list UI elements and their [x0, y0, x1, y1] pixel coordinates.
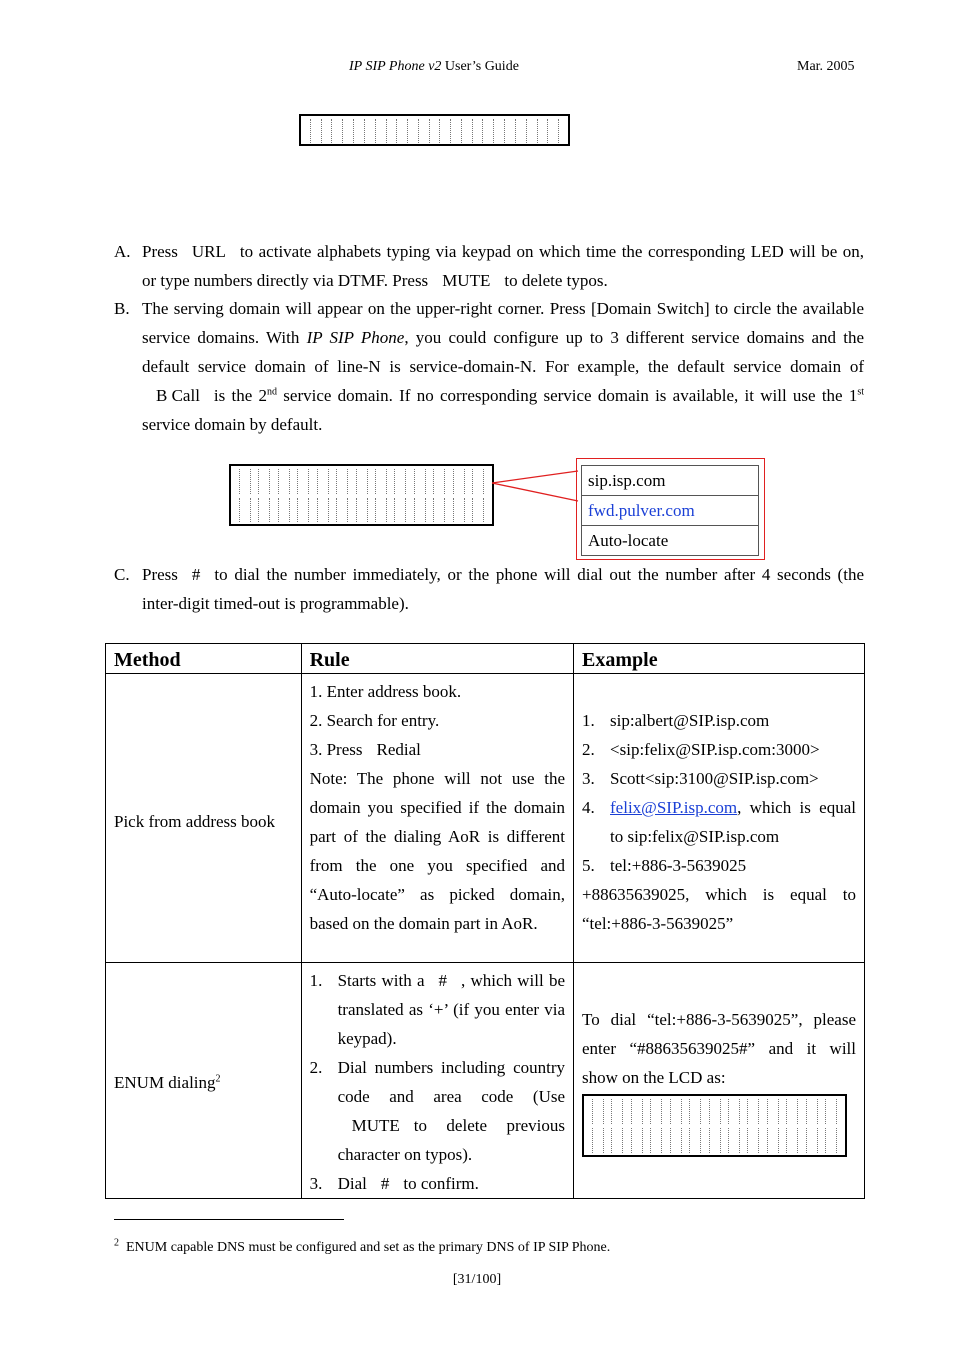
table-header-row — [106, 644, 865, 674]
lcd-cell — [689, 1099, 701, 1124]
rule-text: to confirm. — [403, 1174, 479, 1193]
domain-item: fwd.pulver.com — [582, 496, 758, 526]
rule-text: , which will be translated as ‘+’ (if you enter via keypad). — [337, 971, 566, 1048]
lcd-row — [588, 1128, 841, 1153]
lcd-cell — [526, 119, 538, 143]
header-rule: Rule — [301, 644, 573, 674]
example-address-book — [574, 674, 865, 963]
rule-text: Starts with a — [337, 971, 425, 990]
doc-title-rest: User’s Guide — [441, 59, 519, 74]
example-enum — [574, 963, 865, 1199]
lcd-cell — [747, 1099, 759, 1124]
rule-line: 2. Search for entry. — [309, 711, 440, 730]
lcd-cell — [414, 469, 426, 494]
lcd-cell — [258, 469, 270, 494]
lcd-cell — [394, 469, 406, 494]
lcd-row — [588, 1099, 841, 1124]
lcd-cell — [353, 119, 365, 143]
lcd-cell — [689, 1128, 701, 1153]
hash-key: # — [380, 1174, 390, 1193]
rule-text: Dial — [337, 1174, 367, 1193]
lcd-cell — [825, 1099, 837, 1124]
lcd-cell — [336, 498, 348, 522]
lcd-cell — [592, 1128, 604, 1153]
lcd-cell — [806, 1128, 818, 1153]
lcd-cell — [453, 498, 465, 522]
lcd-cell — [747, 1128, 759, 1153]
example-item — [582, 735, 856, 764]
table-row — [106, 963, 865, 1199]
lcd-cell — [825, 1128, 837, 1153]
dialing-methods-table — [105, 643, 865, 1199]
example-text: <sip:felix@SIP.isp.com:3000> — [610, 740, 820, 759]
example-num: 5. — [582, 856, 595, 875]
lcd-cell — [650, 1128, 662, 1153]
method-enum — [106, 963, 302, 1199]
rule-text: Dial numbers including country code and area code (Use — [337, 1058, 566, 1106]
lcd-cell — [297, 469, 309, 494]
lcd-cell — [611, 1128, 623, 1153]
step-a — [114, 237, 864, 295]
lcd-cell — [786, 1128, 798, 1153]
footnote-text: ENUM capable DNS must be configured and set as the primary DNS of IP SIP Phone. — [126, 1240, 611, 1255]
step-c-label: C. — [114, 565, 130, 584]
example-item — [582, 793, 856, 851]
lcd-cell — [670, 1099, 682, 1124]
footnote-separator — [114, 1219, 344, 1220]
sup-nd: nd — [267, 386, 278, 398]
lcd-cell — [786, 1099, 798, 1124]
step-a-text2: to activate alphabets typing via keypad on which time the corresponding LED will be on, or type numbers directly via DTMF. Press — [142, 242, 864, 290]
rule-num: 3. — [309, 1174, 323, 1193]
step-c — [114, 560, 864, 618]
lcd-cell — [650, 1099, 662, 1124]
example-num: 2. — [582, 740, 595, 759]
domain-item: sip.isp.com — [582, 466, 758, 496]
example-text: sip:albert@SIP.isp.com — [610, 711, 770, 730]
lcd-cell — [239, 469, 251, 494]
lcd-cell — [414, 498, 426, 522]
lcd-cell — [375, 119, 387, 143]
step-b-text5: service domain by default. — [142, 415, 323, 434]
doc-title — [349, 59, 519, 75]
step-c-text2: to dial the number immediately, or the phone will dial out the number after 4 seconds (the inter-digit timed-out is programmable). — [142, 565, 864, 613]
example-text: , which is equal to sip:felix@SIP.isp.com — [610, 798, 856, 846]
sup-st: st — [857, 386, 865, 398]
lcd-display-two-row — [229, 464, 494, 526]
example-num: 1. — [582, 711, 595, 730]
hash-key: # — [191, 565, 201, 584]
lcd-cell — [317, 469, 329, 494]
example-text: To dial “tel:+886-3-5639025”, please enter “#88635639025#” and it will show on the LCD as: — [582, 1010, 856, 1087]
rule-text: 3. Press — [309, 740, 363, 759]
lcd-cell — [375, 469, 387, 494]
rule-item — [310, 1053, 565, 1169]
example-text: tel:+886-3-5639025 — [610, 856, 747, 875]
rule-enum — [301, 963, 573, 1199]
lcd-cell — [472, 469, 484, 494]
lcd-cell — [317, 498, 329, 522]
step-b — [114, 294, 864, 439]
domain-item: Auto-locate — [588, 531, 669, 550]
lcd-cell — [258, 498, 270, 522]
lcd-row — [235, 469, 488, 494]
mute-key: MUTE — [351, 1116, 400, 1135]
lcd-cell — [396, 119, 408, 143]
rule-num: 2. — [309, 1058, 323, 1077]
b-call-key: B Call — [156, 386, 200, 405]
lcd-cell — [331, 119, 343, 143]
callout-pointer — [490, 465, 582, 505]
rule-item — [310, 1169, 565, 1198]
header-example: Example — [574, 644, 865, 674]
rule-text: to delete previous character on typos). — [337, 1116, 566, 1164]
lcd-cell — [461, 119, 473, 143]
mute-key: MUTE — [442, 271, 491, 290]
service-domain-callout — [576, 458, 765, 560]
footnote-ref: 2 — [215, 1072, 221, 1084]
example-item — [582, 851, 856, 880]
example-num: 3. — [582, 769, 595, 788]
url-key: URL — [191, 242, 226, 261]
lcd-cell — [592, 1099, 604, 1124]
lcd-row — [305, 119, 564, 143]
lcd-cell — [728, 1099, 740, 1124]
lcd-cell — [433, 498, 445, 522]
lcd-row — [235, 498, 488, 522]
lcd-cell — [728, 1128, 740, 1153]
footnote — [114, 1237, 611, 1256]
lcd-cell — [239, 498, 251, 522]
rule-line — [310, 735, 565, 764]
lcd-cell — [297, 498, 309, 522]
step-b-text4: service domain. If no corresponding service domain is available, it will use the 1 — [277, 386, 858, 405]
lcd-cell — [278, 469, 290, 494]
example-text: +88635639025, which is equal to “tel:+886-3-5639025” — [582, 885, 856, 933]
lcd-cell — [631, 1099, 643, 1124]
step-a-label: A. — [114, 242, 131, 261]
lcd-display-enum — [582, 1094, 847, 1157]
lcd-cell — [278, 498, 290, 522]
lcd-cell — [433, 469, 445, 494]
lcd-cell — [670, 1128, 682, 1153]
hash-key: # — [438, 971, 448, 990]
rule-note: Note: The phone will not use the domain you specified if the domain part of the dialing AoR is different from the one you specified and “Auto-locate” as picked domain, based on the domain part in AoR. — [309, 769, 566, 933]
lcd-cell — [472, 498, 484, 522]
rule-num: 1. — [309, 971, 323, 990]
step-b-label: B. — [114, 299, 130, 318]
redial-key: Redial — [376, 740, 421, 759]
rule-line: 1. Enter address book. — [309, 682, 462, 701]
lcd-cell — [356, 498, 368, 522]
lcd-cell — [375, 498, 387, 522]
lcd-cell — [767, 1128, 779, 1153]
method-address-book: Pick from address book — [106, 674, 302, 963]
step-b-text3: is the 2 — [213, 386, 268, 405]
table-row — [106, 674, 865, 963]
step-b-text2: , you could configure up to 3 different service domains and the default service domain of line-N is service-domain-N. For example, the default service domain of — [142, 328, 865, 376]
lcd-cell — [709, 1099, 721, 1124]
lcd-cell — [547, 119, 559, 143]
step-b-text1: The serving domain will appear on the upper-right corner. Press [Domain Switch] to circle the available service domains. With — [142, 299, 864, 347]
lcd-cell — [439, 119, 451, 143]
lcd-cell — [806, 1099, 818, 1124]
email-link[interactable]: felix@SIP.isp.com — [610, 798, 738, 817]
step-c-text1: Press — [142, 565, 178, 584]
rule-item — [310, 966, 565, 1053]
lcd-cell — [709, 1128, 721, 1153]
example-item — [582, 764, 856, 793]
lcd-cell — [336, 469, 348, 494]
footnote-number: 2 — [114, 1237, 119, 1249]
lcd-display-single-row — [299, 114, 570, 146]
lcd-cell — [504, 119, 516, 143]
example-num: 4. — [582, 798, 595, 817]
example-text: Scott<sip:3100@SIP.isp.com> — [610, 769, 819, 788]
service-domain-list — [581, 465, 759, 556]
lcd-cell — [394, 498, 406, 522]
page-number: [31/100] — [452, 1272, 502, 1287]
lcd-cell — [482, 119, 494, 143]
example-item — [582, 706, 856, 735]
step-a-text1: Press — [142, 242, 178, 261]
method-enum-text: ENUM dialing — [114, 1072, 216, 1092]
lcd-cell — [631, 1128, 643, 1153]
rule-address-book — [301, 674, 573, 963]
lcd-cell — [767, 1099, 779, 1124]
lcd-cell — [418, 119, 430, 143]
lcd-cell — [356, 469, 368, 494]
lcd-cell — [310, 119, 322, 143]
doc-date: Mar. 2005 — [797, 59, 855, 74]
header-method: Method — [106, 644, 302, 674]
lcd-cell — [611, 1099, 623, 1124]
lcd-cell — [453, 469, 465, 494]
doc-title-italic: IP SIP Phone v2 — [349, 59, 442, 74]
step-a-text3: to delete typos. — [504, 271, 608, 290]
product-name: IP SIP Phone — [306, 328, 405, 347]
